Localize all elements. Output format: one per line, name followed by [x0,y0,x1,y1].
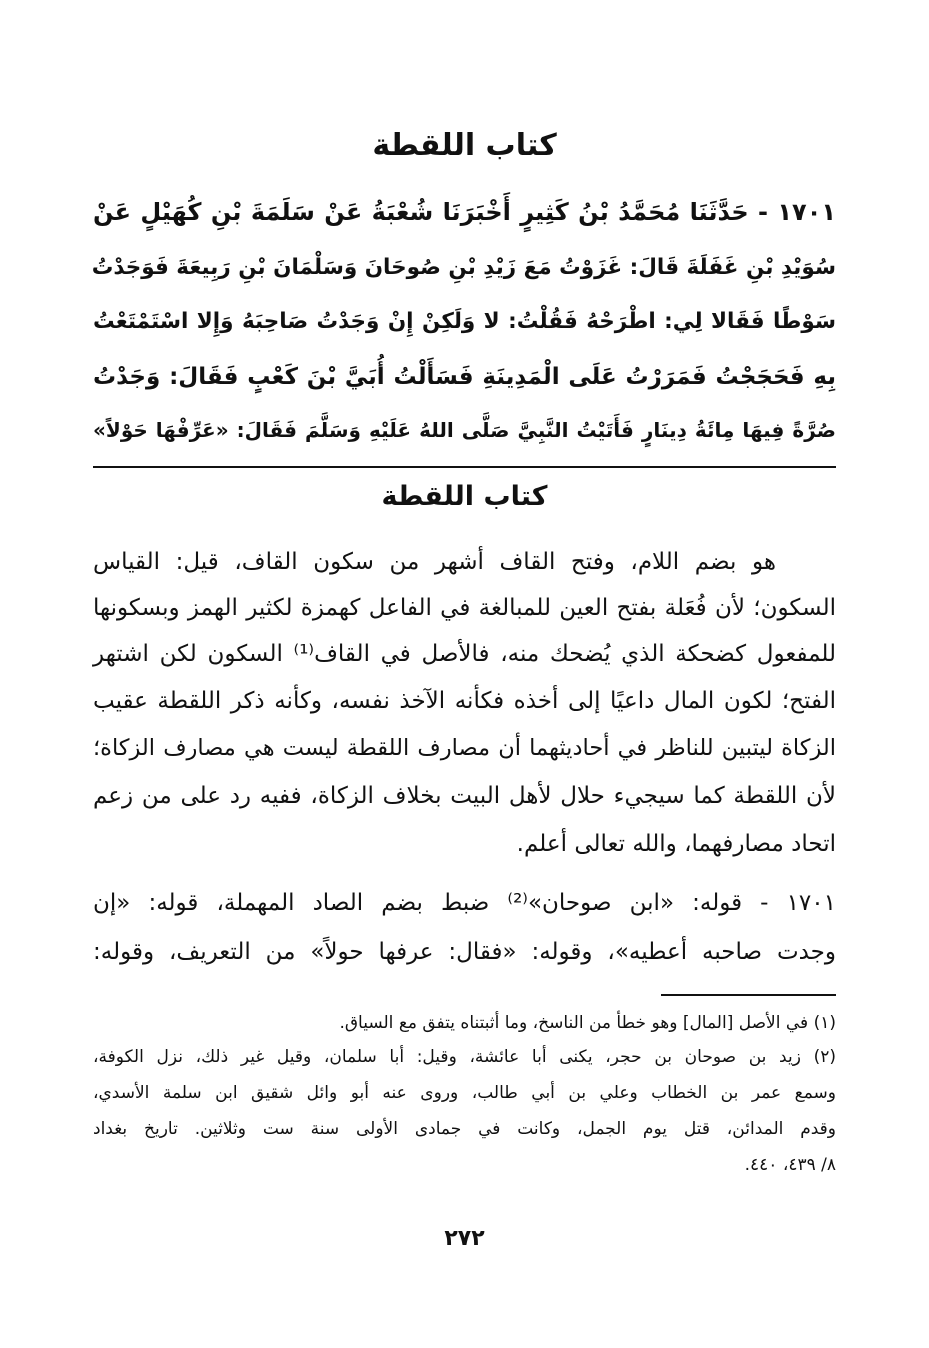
hadith-section-title: كتاب اللقطة [372,128,557,163]
hadith-line: صُرَّةً فِيهَا مِائَةُ دِينَارٍ فَأَتَيْتُ النَّبِيَّ صَلَّى اللهُ عَلَيْهِ وَسَلَّمَ فَقَالَ: «عَرِّفْهَا حَوْلاً» [93,418,836,442]
commentary-line: اتحاد مصارفهما، والله تعالى أعلم. [516,831,836,857]
commentary-line: لأن اللقطة كما سيجيء حلال لأهل البيت بخلاف الزكاة، ففيه رد على من زعم [93,783,836,809]
hadith-line: سَوْطًا فَقَالا لِي: اطْرَحْهُ فَقُلْتُ: لا وَلَكِنْ إِنْ وَجَدْتُ صَاحِبَهُ وَإِلا اسْتَمْتَعْتُ [93,309,836,334]
footnote-line: (١) في الأصل [المال] وهو خطأ من الناسخ، وما أثبتناه يتفق مع السياق. [339,1013,836,1033]
section-divider [93,466,836,468]
hadith-line: ١٧٠١ - حَدَّثَنَا مُحَمَّدُ بْنُ كَثِيرٍ أَخْبَرَنَا شُعْبَةُ عَنْ سَلَمَةَ بْنِ كُهَيْلٍ عَنْ [93,198,836,226]
footnote-line: وقدم المدائن، قتل يوم الجمل، وكانت في جمادى الأولى سنة ست وثلاثين. تاريخ بغداد [93,1119,836,1139]
commentary-line: وجدت صاحبه أعطيه»، وقوله: «فقال: عرفها حولاً» من التعريف، وقوله: [93,939,836,965]
footnote-divider [661,994,836,996]
hadith-line: سُوَيْدِ بْنِ غَفَلَةَ قَالَ: غَزَوْتُ مَعَ زَيْدِ بْنِ صُوحَانَ وَسَلْمَانَ بْنِ رَبِيعَةَ فَوَجَدْتُ [91,255,836,280]
commentary-line: ١٧٠١ - قوله: «ابن صوحان»⁽²⁾ ضبط بضم الصاد المهملة، قوله: «إن [93,890,836,916]
commentary-line: الفتح؛ لكون المال داعيًا إلى أخذه فكأنه الآخذ نفسه، وكأنه ذكر اللقطة عقيب [93,688,836,714]
footnote-line: ٨/ ٤٣٩، ٤٤٠. [744,1155,836,1175]
hadith-line: بِهِ فَحَجَجْتُ فَمَرَرْتُ عَلَى الْمَدِينَةِ فَسَأَلْتُ أُبَيَّ بْنَ كَعْبٍ فَقَالَ: وَجَدْتُ [93,364,836,390]
commentary-line: هو بضم اللام، وفتح القاف أشهر من سكون القاف، قيل: القياس [93,549,776,575]
footnote-line: (٢) زيد بن صوحان بن حجر، يكنى أبا عائشة، وقيل: أبا سلمان، وقيل غير ذلك، نزل الكوفة، [93,1047,836,1067]
page-number: ٢٧٢ [444,1226,485,1251]
footnote-line: وسمع عمر بن الخطاب وعلي بن أبي طالب، وروى عنه أبو وائل شقيق ابن سلمة الأسدي، [93,1083,836,1103]
commentary-line: السكون؛ لأن فُعَلة بفتح العين للمبالغة في الفاعل كهمزة لكثير الهمز وبسكونها [93,595,836,621]
commentary-section-title: كتاب اللقطة [381,481,548,512]
commentary-line: الزكاة ليتبين للناظر في أحاديثهما أن مصارف اللقطة ليست هي مصارف الزكاة؛ [93,735,836,761]
commentary-line: للمفعول كضحكة الذي يُضحك منه، فالأصل في القاف⁽¹⁾ السكون لكن اشتهر [93,641,836,667]
